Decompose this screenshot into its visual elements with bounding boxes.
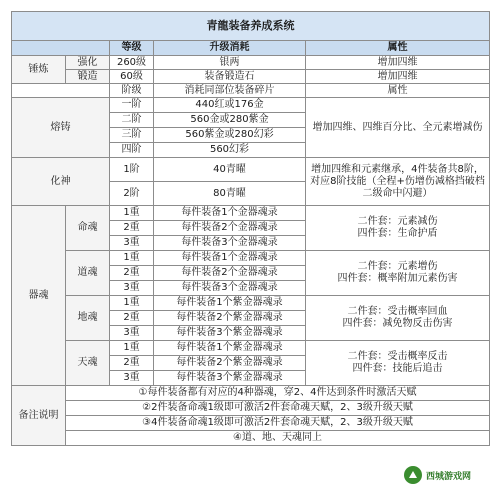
divine-row	[12, 158, 490, 182]
soul-cost: 每件装备1个金器魂录	[154, 251, 306, 266]
sheet-title: 青龍装备养成系统	[12, 12, 490, 41]
sub-header-row	[12, 84, 490, 98]
soul-group-attr	[306, 296, 490, 341]
soul-level: 2重	[110, 266, 154, 281]
soul-level: 2重	[110, 221, 154, 236]
note-line: ④道、地、天魂同上	[66, 431, 490, 446]
casting-cost: 440红或176金	[154, 98, 306, 113]
section-label-refine: 锤炼	[12, 56, 66, 84]
casting-level: 二阶	[110, 113, 154, 128]
title-row	[12, 12, 490, 41]
casting-row	[12, 98, 490, 113]
divine-level: 2阶	[110, 182, 154, 206]
sub-header-blank	[12, 84, 110, 98]
soul-row	[12, 251, 490, 266]
soul-row	[12, 206, 490, 221]
note-row	[12, 386, 490, 401]
header-cost: 升级消耗	[154, 41, 306, 56]
casting-attr: 增加四维、四维百分比、全元素增减伤	[306, 98, 490, 158]
note-line: ②2件装备命魂1级即可激活2件套命魂天赋，2、3级升级天赋	[66, 401, 490, 416]
soul-cost: 每件装备3个金器魂录	[154, 281, 306, 296]
soul-cost: 每件装备3个紫金器魂录	[154, 326, 306, 341]
soul-cost: 每件装备2个金器魂录	[154, 266, 306, 281]
section-label-casting: 熔铸	[12, 98, 110, 158]
note-row	[12, 416, 490, 431]
divine-cost: 80青曜	[154, 182, 306, 206]
equipment-table	[11, 11, 490, 446]
refine-level: 60级	[110, 70, 154, 84]
soul-cost: 每件装备3个金器魂录	[154, 236, 306, 251]
refine-level: 260级	[110, 56, 154, 70]
soul-group-name: 道魂	[66, 251, 110, 296]
soul-level: 3重	[110, 326, 154, 341]
soul-row	[12, 296, 490, 311]
note-row	[12, 431, 490, 446]
soul-row	[12, 341, 490, 356]
soul-attr-line: 二件套：元素减伤	[357, 216, 438, 227]
soul-level: 2重	[110, 311, 154, 326]
header-blank	[12, 41, 110, 56]
divine-level: 1阶	[110, 158, 154, 182]
soul-cost: 每件装备3个紫金器魂录	[154, 371, 306, 386]
sub-header-level: 阶级	[110, 84, 154, 98]
casting-level: 四阶	[110, 143, 154, 158]
equipment-system-sheet	[11, 11, 489, 446]
note-row	[12, 401, 490, 416]
watermark-logo-icon	[404, 466, 422, 484]
soul-attr-line: 四件套：减免物反击伤害	[342, 318, 453, 329]
site-watermark	[404, 462, 494, 488]
soul-group-attr	[306, 341, 490, 386]
sub-header-attr: 属性	[306, 84, 490, 98]
refine-attr: 增加四维	[306, 70, 490, 84]
divine-attr: 增加四维和元素继承，4件装备共8阶，对应8阶技能（全程+伤增伤减格挡破档二级命中闪避）	[306, 158, 490, 206]
soul-level: 3重	[110, 371, 154, 386]
refine-row	[12, 70, 490, 84]
soul-cost: 每件装备2个紫金器魂录	[154, 356, 306, 371]
soul-group-name: 命魂	[66, 206, 110, 251]
soul-level: 1重	[110, 251, 154, 266]
refine-sub: 锻造	[66, 70, 110, 84]
soul-level: 1重	[110, 296, 154, 311]
soul-cost: 每件装备2个金器魂录	[154, 221, 306, 236]
soul-level: 1重	[110, 206, 154, 221]
note-line: ①每件装备都有对应的4种器魂，穿2、4件达到条件时激活天赋	[66, 386, 490, 401]
refine-attr: 增加四维	[306, 56, 490, 70]
soul-group-name: 天魂	[66, 341, 110, 386]
section-label-soul: 器魂	[12, 206, 66, 386]
soul-cost: 每件装备2个紫金器魂录	[154, 311, 306, 326]
casting-cost: 560幻彩	[154, 143, 306, 158]
refine-row	[12, 56, 490, 70]
note-line: ③4件装备命魂1级即可激活2件套命魂天赋，2、3级升级天赋	[66, 416, 490, 431]
soul-group-attr	[306, 251, 490, 296]
soul-group-name: 地魂	[66, 296, 110, 341]
section-label-divine: 化神	[12, 158, 110, 206]
section-label-notes: 备注说明	[12, 386, 66, 446]
soul-level: 1重	[110, 341, 154, 356]
divine-cost: 40青曜	[154, 158, 306, 182]
soul-attr-line: 二件套：元素增伤	[357, 261, 438, 272]
casting-level: 三阶	[110, 128, 154, 143]
header-attr: 属性	[306, 41, 490, 56]
soul-attr-line: 二件套：受击概率回血	[347, 306, 448, 317]
casting-cost: 560紫金或280幻彩	[154, 128, 306, 143]
refine-cost: 装备锻造石	[154, 70, 306, 84]
soul-attr-line: 四件套：概率附加元素伤害	[337, 273, 458, 284]
soul-level: 3重	[110, 281, 154, 296]
soul-attr-line: 四件套：生命护盾	[357, 228, 438, 239]
casting-level: 一阶	[110, 98, 154, 113]
refine-sub: 强化	[66, 56, 110, 70]
soul-cost: 每件装备1个金器魂录	[154, 206, 306, 221]
casting-cost: 560金或280紫金	[154, 113, 306, 128]
soul-level: 2重	[110, 356, 154, 371]
soul-attr-line: 四件套：技能后追击	[352, 363, 443, 374]
soul-attr-line: 二件套：受击概率反击	[347, 351, 448, 362]
soul-group-attr	[306, 206, 490, 251]
refine-cost: 银两	[154, 56, 306, 70]
watermark-text: 西城游戏网	[426, 471, 472, 482]
sub-header-cost: 消耗同部位装备碎片	[154, 84, 306, 98]
header-level: 等级	[110, 41, 154, 56]
soul-level: 3重	[110, 236, 154, 251]
header-row	[12, 41, 490, 56]
soul-cost: 每件装备1个紫金器魂录	[154, 296, 306, 311]
soul-cost: 每件装备1个紫金器魂录	[154, 341, 306, 356]
